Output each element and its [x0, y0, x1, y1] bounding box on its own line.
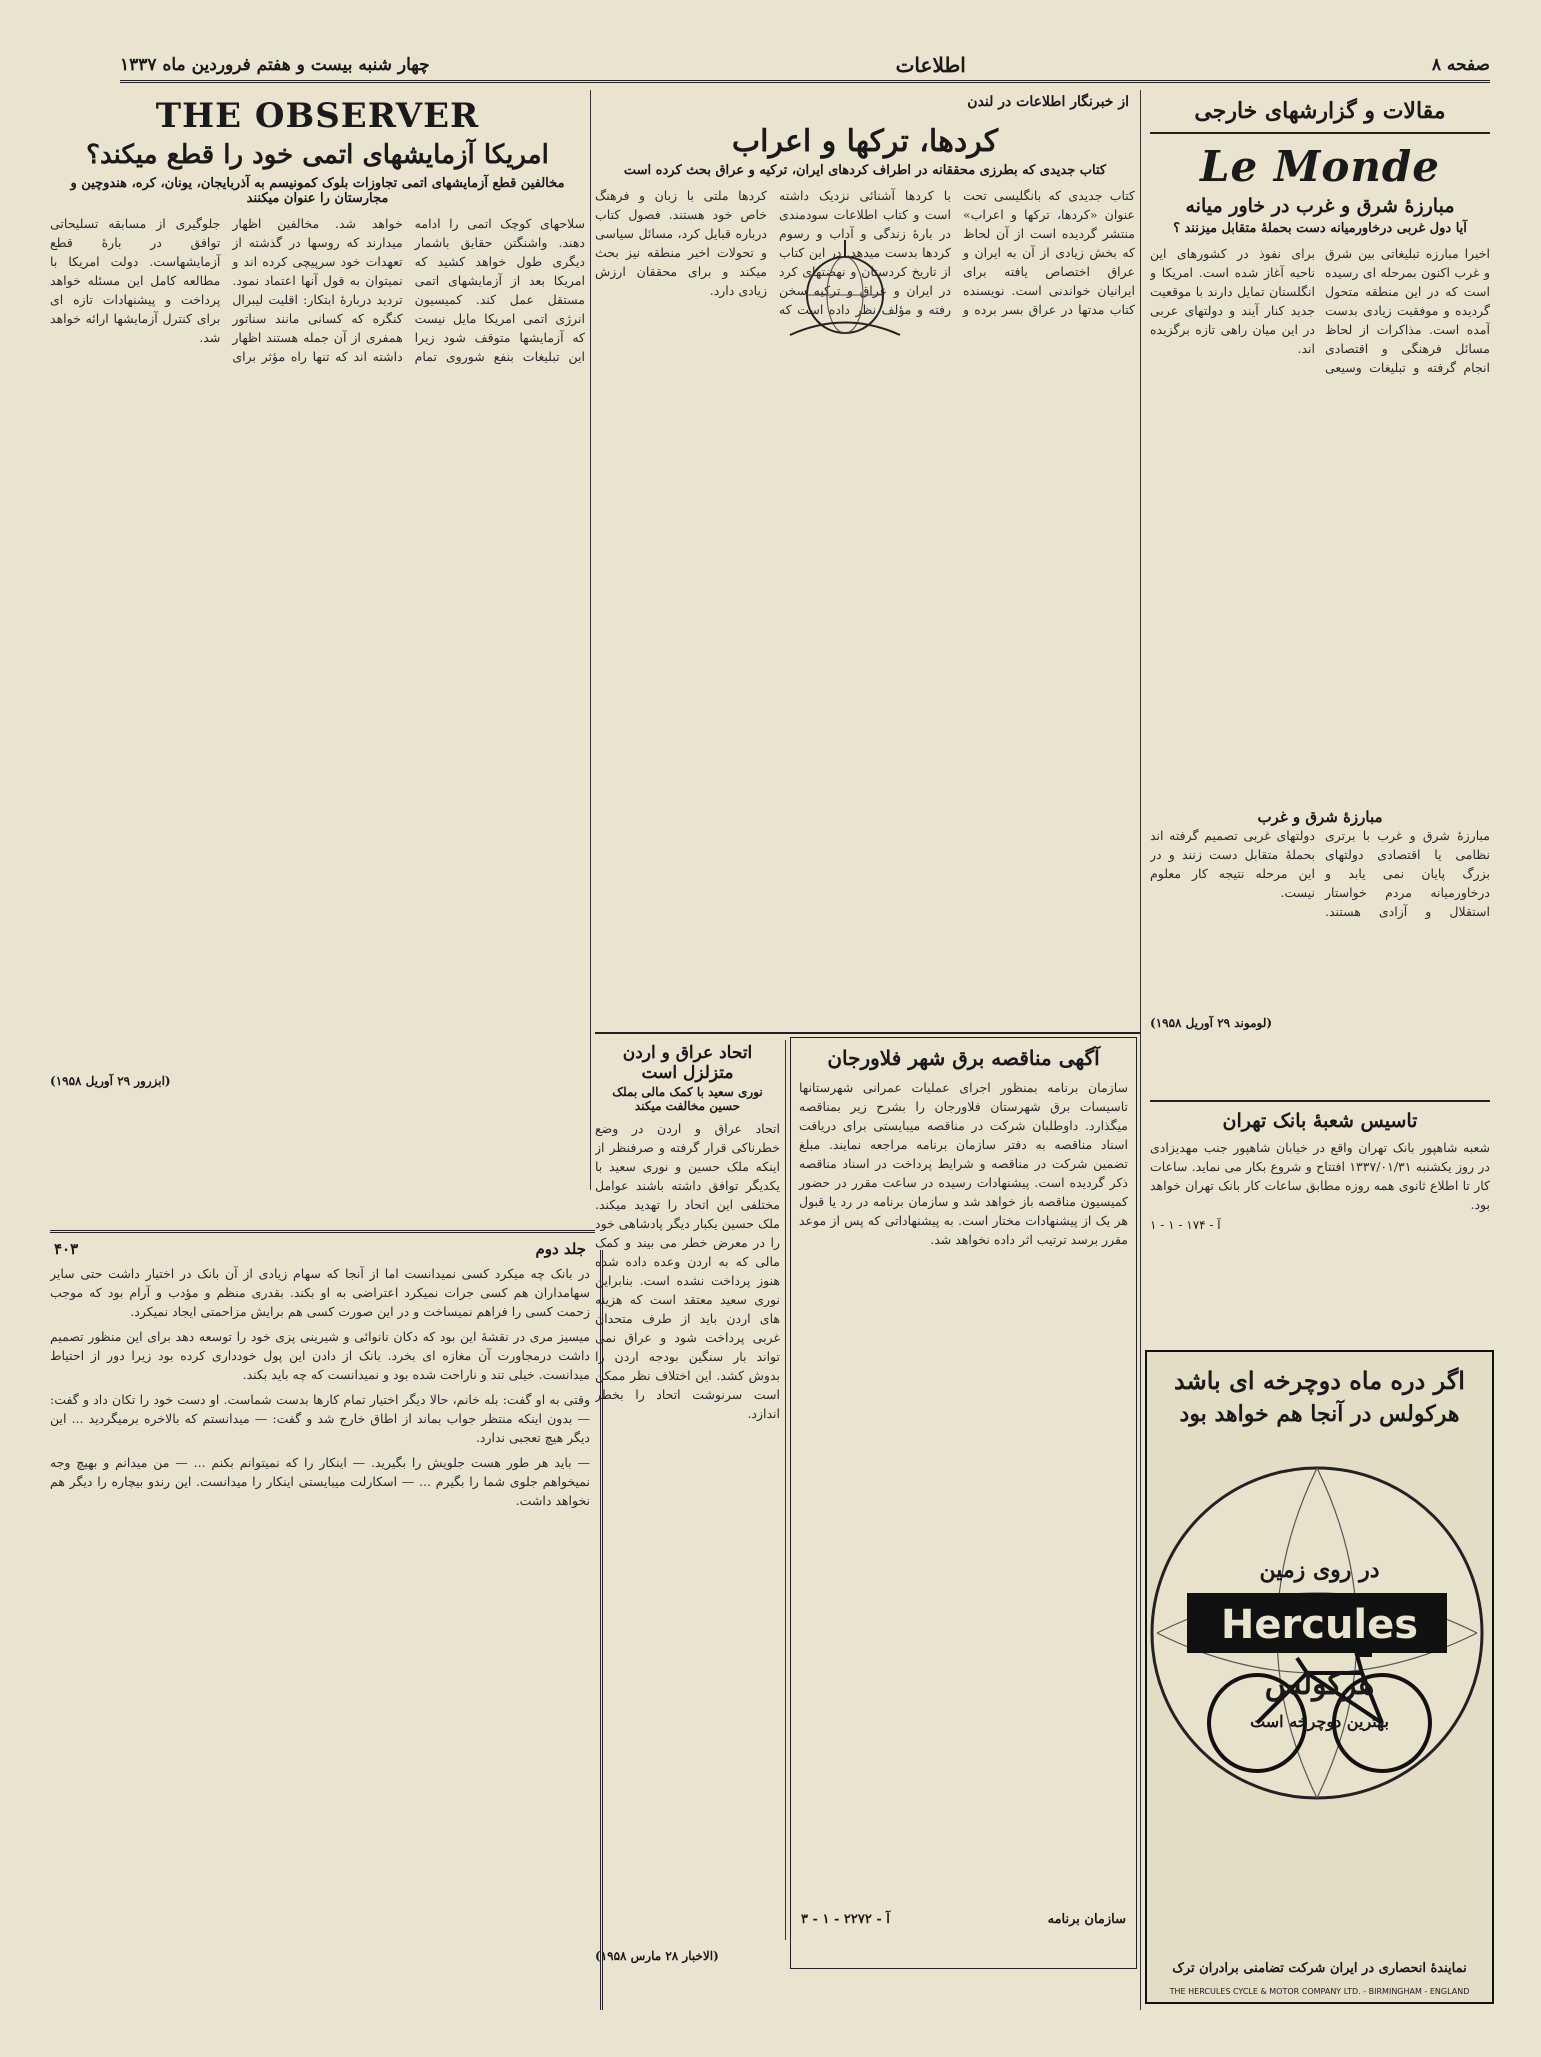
page-number: صفحه ۸: [1431, 55, 1490, 75]
tender-notice: [790, 1037, 1137, 1969]
article-headline: کردها، ترکها و اعراب: [731, 124, 999, 159]
article-dateline: (لوموند ۲۹ آوریل ۱۹۵۸): [1150, 1016, 1273, 1030]
ad-headline-1: اگر دره ماه دوچرخه ای باشد: [1174, 1366, 1465, 1395]
serial-body: در بانک چه میکرد کسی نمیدانست اما از آنجا که سهام زیادی از آن بانک در اختیار داشت حتی سایر سهامداران هم کسی جرات نمیکرد اعتراضی به او بکند. بقدری منظم و مؤدب و آرام بود که موجب زحمت کسی را فراهم نمیساخت و در این صورت کسی هم برایش مزاحمتی ایجاد نمیکرد. میسیز مری در نقشهٔ این بود که دکان نانوائی و شیرینی پزی خود را توسعه دهد برای این منظور تصمیم داشت درمجاورت آن مغازه ای بخرد. بانک از دادن این پول خودداری کرده بود زیرا دور از احتیاط میدانست. خیلی تند و ناراحت شده بود و نمیدانست که چه باید بکند. وقتی به او گفت: بله خانم، حالا دیگر اختیار تمام کارها بدست شماست. او دست خود را تکان داد و گفت: — بدون اینکه منتظر جواب بماند از اطاق خارج شد و گفت: — میدانستم که بالاخره برمیگردید ... این دیگر هیچ تعجبی ندارد. — باید هر طور هست جلویش را بگیرید. — اینکار را که نمیتوانم بکنم ... — من میدانم و بهیچ وجه نمیخواهم جلوی شما را بگیرم ... — اسکارلت میبایستی اینکار را میدانست. این رندو بیچاره را دیگر هم نخواهد داشت.: [50, 1266, 590, 1508]
ad-brand-farsi: هرکولس: [1264, 1667, 1375, 1702]
ad-slogan: بهترین دوچرخه است: [1250, 1712, 1389, 1731]
article-subhead: کتاب جدیدی که بطرزی محققانه در اطراف کردهای ایران، ترکیه و عراق بحث کرده است: [623, 163, 1107, 178]
article-subhead: مخالفین قطع آزمایشهای اتمی تجاوزات بلوک کمونیسم به آذربایجان، یونان، کره، هندوچین و مجارستان را عنوان میکنند: [70, 176, 565, 206]
page-header: [120, 50, 1490, 83]
kurds-article-column: [595, 90, 1135, 1030]
globe-emblem-illustration: [785, 240, 905, 350]
article-kicker: از خبرنگار اطلاعات در لندن: [967, 94, 1129, 110]
section-divider: [595, 1032, 1140, 1034]
bank-title: تاسیس شعبهٔ بانک تهران: [1222, 1110, 1418, 1132]
foreign-articles-column: [1150, 90, 1490, 1090]
news-dateline: (الاخبار ۲۸ مارس ۱۹۵۸): [595, 1949, 719, 1963]
serial-novel: [50, 1240, 590, 2000]
section-title: مقالات و گزارشهای خارجی: [1150, 90, 1490, 134]
article-subsection: مبارزهٔ شرق و غرب: [1257, 808, 1383, 826]
paper-name: اطلاعات: [895, 53, 966, 77]
article-body: کتاب جدیدی که بانگلیسی تحت عنوان «کردها، ترکها و اعراب» منتشر گردیده است از آن لحاظ که بخش زیادی از آن به ایران و عراق اختصاص یافته برای ایرانیان خواندنی است. نویسنده کتاب مدتها در عراق بسر برده و با کردها آشنائی نزدیک داشته است و کتاب اطلاعات سودمندی در بارهٔ زندگی و آداب و رسوم کردها بدست میدهد. در این کتاب از تاریخ کردستان و نهضتهای کرد در ایران و عراق و ترکیه سخن رفته و مؤلف نظر داده است که کردها ملتی با زبان و فرهنگ خاص خود هستند. فصول کتاب درباره قبایل کرد، مسائل سیاسی و تحولات اخیر منطقه نیز بحث میکند و برای محققان ارزش زیادی دارد.: [595, 188, 1135, 317]
section-divider: [1150, 1100, 1490, 1102]
hercules-advertisement: [1145, 1350, 1494, 2004]
section-divider: [50, 1230, 595, 1233]
iraq-jordan-article: [595, 1037, 780, 1967]
tender-code: آ - ۲۲۷۲ - ۱ - ۳: [801, 1912, 890, 1927]
article-body: سلاحهای کوچک اتمی را ادامه دهند. واشنگتن حقایق باشمار دیگری طول خواهد کشید که امریکا بعد از آزمایشهای اتمی مستقل عمل کند. کمیسیون انرژی اتمی امریکا مایل نیست که آزمایشها متوقف شود زیرا این تبلیغات بنفع شوروی تمام خواهد شد. مخالفین اظهار میدارند که روسها در گذشته از تعهدات خود سرپیچی کرده اند و نمیتوان به قول آنها اعتماد نمود. تردید دربارهٔ ابتکار: اقلیت لیبرال کنگره که کسانی مانند سناتور همفری از آن جمله هستند اظهار داشته اند که تنها راه مؤثر برای جلوگیری از مسابقه تسلیحاتی توافق در بارهٔ قطع آزمایشهاست. دولت امریکا با مطالعه کامل این مسئله خواهد پرداخت و پیشنهادات تازه ای برای کنترل آزمایشها ارائه خواهد شد.: [50, 216, 585, 364]
source-masthead: THE OBSERVER: [155, 96, 480, 136]
tender-footer: [791, 1908, 1136, 1931]
column-rule: [1140, 90, 1141, 2010]
ad-brand-english: Hercules: [1220, 1602, 1419, 1648]
article-headline: امریکا آزمایشهای اتمی خود را قطع میکند؟: [86, 140, 549, 170]
ad-footer-english: THE HERCULES CYCLE & MOTOR COMPANY LTD. - BIRMINGHAM - ENGLAND: [1169, 1987, 1470, 1996]
tender-signature: سازمان برنامه: [1047, 1912, 1126, 1927]
serial-header: [50, 1240, 590, 1258]
ad-footer-farsi: نمایندهٔ انحصاری در ایران شرکت تضامنی برادران ترک: [1172, 1961, 1467, 1976]
news-headline: اتحاد عراق و اردن متزلزل است: [622, 1043, 753, 1083]
news-body: اتحاد عراق و اردن در وضع خطرناکی قرار گرفته و صرفنظر از اینکه ملک حسین و نوری سعید با یکدیگر توافق داشته باشند عوامل مختلفی این اتحاد را تهدید میکند. ملک حسین یکبار دیگر پادشاهی خود را در معرض خطر می بیند و کمک مالی که به اردن وعده داده شده هنوز پرداخت نشده است. بنابراین نوری سعید معتقد است که هزینه های اردن باید از طرف متحدان غربی پرداخت شود و عراق نمی تواند بار سنگین بودجه اردن را بدوش کشد. این اختلاف نظر ممکن است سرنوشت اتحاد را بخطر اندازد.: [595, 1121, 780, 1421]
issue-date: چهار شنبه بیست و هفتم فروردین ماه ۱۳۳۷: [120, 55, 430, 75]
source-masthead: Le Monde: [1199, 142, 1440, 191]
ad-headline-2: هرکولس در آنجا هم خواهد بود: [1179, 1401, 1460, 1427]
tender-body: سازمان برنامه بمنظور اجرای عملیات عمرانی شهرستانها تاسیسات برق شهرستان فلاورجان را بشرح زیر بمناقصه میگذارد. داوطلبان شرکت در مناقصه میبایستی برای دریافت اسناد مناقصه به دفتر سازمان برنامه مراجعه نمایند. مبلغ تضمین شرکت در مناقصه و شرایط پرداخت در اسناد مناقصه ذکر گردیده است. پیشنهادات رسیده در ساعت مقرر در حضور کمیسیون مناقصه باز خواهد شد و سازمان برنامه در رد یا قبول هر یک از پیشنهادات مختار است. به پیشنهاداتی که پس از موعد مقرر برسد ترتیب اثر داده نخواهد شد.: [799, 1080, 1128, 1247]
article-headline: مبارزهٔ شرق و غرب در خاور میانه: [1185, 195, 1455, 217]
column-rule: [785, 1040, 786, 1940]
observer-article-column: [50, 90, 585, 1170]
bank-body: شعبه شاهپور بانک تهران واقع در خیابان شاهپور جنب مهدیزادی در روز یکشنبه ۱۳۳۷/۰۱/۳۱ افتتاح و شروع بکار می نماید. ساعات کار تا اطلاع ثانوی همه روزه مطابق ساعات کار بانک تهران خواهد بود.: [1150, 1140, 1490, 1212]
bank-code: آ - ۱۷۴ - ۱ - ۱: [1150, 1218, 1221, 1232]
bank-notice: [1150, 1110, 1490, 1340]
column-rule: [590, 90, 591, 1190]
article-body: اخیرا مبارزه تبلیغاتی بین شرق و غرب اکنون بمرحله ای رسیده است که در این منطقه متحول گردیده و موفقیت زیادی بدست آمده است. مذاکرات از لحاظ مسائل فرهنگی و اقتصادی انجام گرفته و تبلیغات وسیعی برای نفوذ در کشورهای این ناحیه آغاز شده است. امریکا و انگلستان تمایل دارند با موقعیت جدید کنار آیند و دولتهای عربی در این میان راهی تازه برگزیده اند.: [1150, 246, 1490, 375]
article-body-2: مبارزهٔ شرق و غرب با برتری نظامی یا اقتصادی دولتهای بزرگ پایان نمی یابد و درخاورمیانه مردم خواستار استقلال و آزادی هستند. دولتهای غربی تصمیم گرفته اند بحملهٔ متقابل دست زنند و در این مرحله نتیجه کار معلوم نیست.: [1150, 828, 1490, 919]
article-subhead: آیا دول غربی درخاورمیانه دست بحملهٔ متقابل میزنند ؟: [1173, 221, 1467, 236]
article-dateline: (ابزرور ۲۹ آوریل ۱۹۵۸): [50, 1074, 171, 1088]
tender-title: آگهی مناقصه برق شهر فلاورجان: [827, 1046, 1100, 1070]
ad-subline: در روی زمین: [1259, 1557, 1380, 1583]
serial-volume: جلد دوم: [535, 1240, 586, 1258]
serial-page-number: ۴۰۳: [54, 1240, 79, 1258]
news-subhead: نوری سعید با کمک مالی بملک حسین مخالفت میکند: [612, 1085, 763, 1113]
